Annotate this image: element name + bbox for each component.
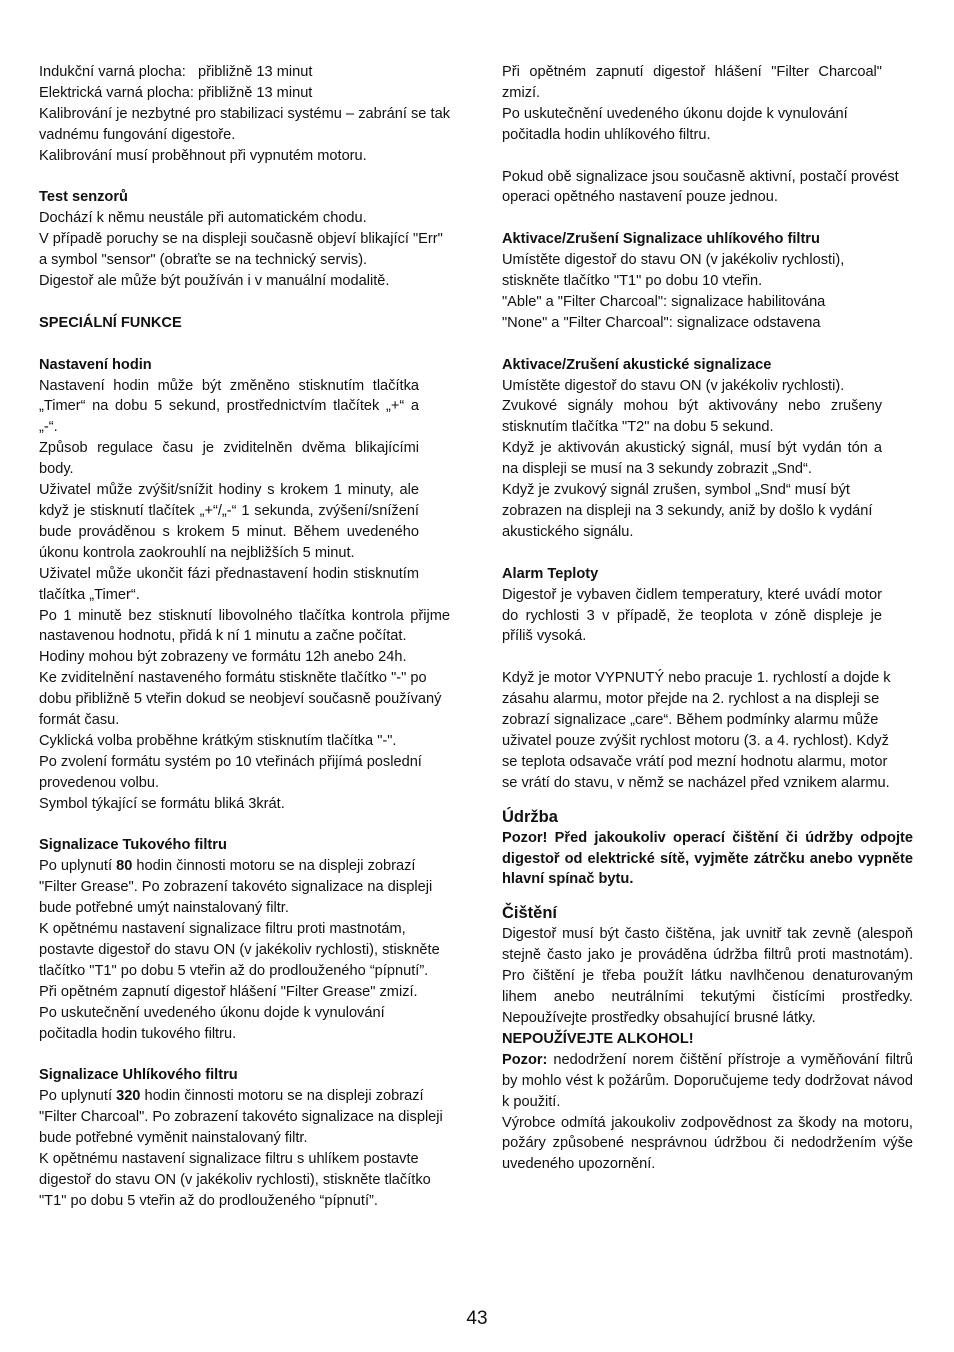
section-heading-activ-charcoal: Aktivace/Zrušení Signalizace uhlíkového filtru — [502, 231, 820, 248]
intro-line: Indukční varná plocha: přibližně 13 minut — [39, 64, 313, 80]
intro-line: Elektrická varná plocha: přibližně 13 minut — [39, 84, 313, 101]
section-heading-test: Test senzorů — [39, 189, 128, 206]
paragraph: Způsob regulace času je zviditelněn dvěma blikajícími body. — [39, 440, 419, 478]
section-heading-special: SPECIÁLNÍ FUNKCE — [39, 314, 182, 331]
section-heading-charcoal: Signalizace Uhlíkového filtru — [39, 1067, 238, 1084]
section-heading-clock: Nastavení hodin — [39, 356, 152, 373]
paragraph: Umístěte digestoř do stavu ON (v jakékoliv rychlosti). — [502, 377, 845, 394]
paragraph: Zvukové signály mohou být aktivovány nebo zrušeny stisknutím tlačítka "T2" na dobu 5 sekund. — [502, 398, 882, 436]
paragraph: Digestoř musí být často čištěna, jak uvnitř tak zevně (alespoň stejně často jako je prováděna údržba filtrů proti mastnotám). Pro čištění je třeba použít látku navlhčenou denaturovaným lihem anebo neutrálními tekutými čistícími prostředky. Nepoužívejte prostředky obsahující brusné látky. — [502, 926, 913, 1026]
paragraph: Nastavení hodin může být změněno stisknutím tlačítka „Timer“ na dobu 5 sekund, prostřednictvím tlačítek „+“ a „-“. — [39, 377, 419, 436]
paragraph: Výrobce odmítá jakoukoliv zodpovědnost za škody na motoru, požáry způsobené nesprávnou údržbou či nedodržením výše uvedeného upozornění. — [502, 1114, 913, 1173]
intro-line: Kalibrování je nezbytné pro stabilizaci systému – zabrání se tak vadnému fungování digestoře. — [39, 105, 450, 143]
paragraph: Pokud obě signalizace jsou současně aktivní, postačí provést operaci opětného nastavení pouze jednou. — [502, 168, 899, 206]
left-column — [39, 62, 450, 1212]
no-alcohol-warning: NEPOUŽÍVEJTE ALKOHOL! — [502, 1030, 694, 1047]
paragraph: Cyklická volba proběhne krátkým stisknutím tlačítka "-". — [39, 732, 397, 749]
section-heading-maintenance: Údržba — [502, 807, 558, 826]
section-heading-grease: Signalizace Tukového filtru — [39, 837, 227, 854]
paragraph: "None" a "Filter Charcoal": signalizace odstavena — [502, 314, 821, 331]
intro-line: Kalibrování musí proběhnout při vypnutém motoru. — [39, 147, 367, 164]
paragraph: Uživatel může zvýšit/snížit hodiny s krokem 1 minuty, ale když je stisknutí tlačítek „+“/„-“ 1 sekunda, zvýšení/snížení bude prováděnou s krokem 5 minut. Během uvedeného úkonu kontrola zaokrouhlí na nejbližších 5 minut. — [39, 482, 419, 561]
section-heading-alarm: Alarm Teploty — [502, 565, 599, 582]
paragraph: Když je zvukový signál zrušen, symbol „Snd“ musí být zobrazen na displeji na 3 sekundy, aniž by došlo k vydání akustického signálu. — [502, 482, 873, 540]
maintenance-warning: Pozor! Před jakoukoliv operací čištění či údržby odpojte digestoř od elektrické sítě, vyjměte zátrčku anebo vypněte hlavní spínač bytu. — [502, 829, 913, 888]
paragraph: Pozor: nedodržení norem čištění přístroje a vyměňování filtrů by mohlo vést k požárům. Doporučujeme tedy dodržovat návod k použití. — [502, 1051, 913, 1110]
paragraph: Po uskutečnění uvedeného úkonu dojde k vynulování počitadla hodin tukového filtru. — [39, 1004, 385, 1042]
paragraph: Umístěte digestoř do stavu ON (v jakékoliv rychlosti), stiskněte tlačítko "T1" po dobu 10 vteřin. — [502, 252, 845, 290]
paragraph: Když je motor VYPNUTÝ nebo pracuje 1. rychlostí a dojde k zásahu alarmu, motor přejde na 2. rychlost a na displeji se zobrazí signalizace „care“. Během podmínky alarmu může uživatel pouze zvýšit rychlost motoru (3. a 4. rychlost). Když se teplota odsavače vrátí pod mezní hodnotu alarmu, motor se vrátí do stavu, v němž se nacházel před vznikem alarmu. — [502, 670, 891, 791]
page-number: 43 — [466, 1308, 488, 1329]
paragraph: Po zvolení formátu systém po 10 vteřinách přijímá poslední provedenou volbu. — [39, 753, 422, 791]
section-heading-activ-acoustic: Aktivace/Zrušení akustické signalizace — [502, 356, 772, 373]
paragraph: Digestoř ale může být používán i v manuální modalitě. — [39, 273, 390, 290]
paragraph: Po uplynutí 320 hodin činnosti motoru se na displeji zobrazí "Filter Charcoal". Po zobrazení takovéto signalizace na displeji bude potřebné vyměnit nainstalovaný filtr. — [39, 1088, 443, 1147]
paragraph: K opětnému nastavení signalizace filtru proti mastnotám, postavte digestoř do stavu ON (v jakékoliv rychlosti), stiskněte tlačítko "T1" po dobu 5 vteřin až do prodlouženého “pípnutí”. — [39, 921, 440, 979]
paragraph: Symbol týkající se formátu bliká 3krát. — [39, 795, 285, 812]
paragraph: Hodiny mohou být zobrazeny ve formátu 12h anebo 24h. — [39, 649, 407, 666]
paragraph: Po uplynutí 80 hodin činnosti motoru se na displeji zobrazí "Filter Grease". Po zobrazení takovéto signalizace na displeji bude potřebné umýt nainstalovaný filtr. — [39, 858, 433, 917]
paragraph: Digestoř je vybaven čidlem temperatury, které uvádí motor do rychlosti 3 v případě, že teoplota v zóně displeje je příliš vysoká. — [502, 586, 882, 645]
paragraph: Ke zviditelnění nastaveného formátu stiskněte tlačítko "-" po dobu přibližně 5 vteřin dokud se neobjeví současně používaný formát času. — [39, 670, 442, 729]
paragraph: Při opětném zapnutí digestoř hlášení "Filter Charcoal" zmizí. — [502, 64, 882, 101]
paragraph: Dochází k němu neustále při automatickém chodu. — [39, 210, 367, 227]
paragraph: "Able" a "Filter Charcoal": signalizace habilitována — [502, 293, 826, 310]
paragraph: Když je aktivován akustický signál, musí být vydán tón a na displeji se musí na 3 sekundy zobrazit „Snd“. — [502, 440, 882, 478]
paragraph: Po uskutečnění uvedeného úkonu dojde k vynulování počitadla hodin uhlíkového filtru. — [502, 105, 848, 143]
paragraph: Uživatel může ukončit fázi přednastavení hodin stisknutím tlačítka „Timer“. — [39, 565, 419, 603]
section-heading-cleaning: Čištění — [502, 904, 558, 923]
paragraph: V případě poruchy se na displeji současně objeví blikající "Err" a symbol "sensor" (obraťte se na technický servis). — [39, 231, 443, 269]
paragraph: K opětnému nastavení signalizace filtru s uhlíkem postavte digestoř do stavu ON (v jakékoliv rychlosti), stiskněte tlačítko "T1" po dobu 5 vteřin až do prodlouženého “pípnutí”. — [39, 1151, 431, 1209]
paragraph: Při opětném zapnutí digestoř hlášení "Filter Grease" zmizí. — [39, 983, 418, 1000]
paragraph: Po 1 minutě bez stisknutí libovolného tlačítka kontrola přijme nastavenou hodnotu, přidá k ní 1 minutu a začne počítat. — [39, 607, 450, 645]
right-column — [502, 62, 913, 1175]
